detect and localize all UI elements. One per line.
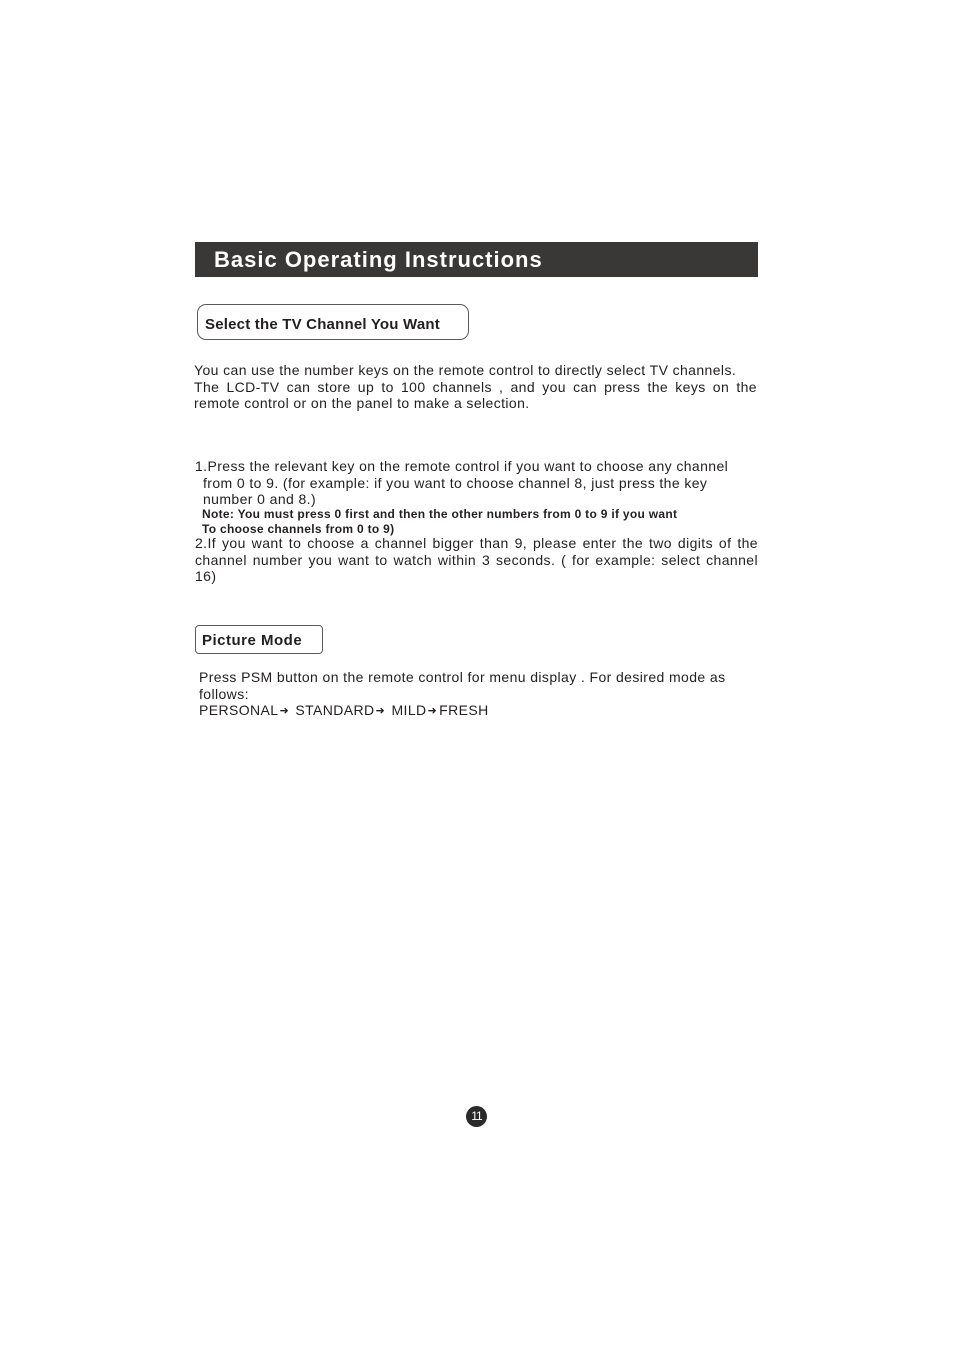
mode-personal: PERSONAL xyxy=(199,702,279,718)
note xyxy=(202,507,758,537)
picture-mode-description: Press PSM button on the remote control for menu display . For desired mode as follows: xyxy=(199,669,726,702)
right-arrow-icon: ➜ xyxy=(427,705,438,717)
section-heading-picture-mode xyxy=(195,625,323,654)
note-line-1: Note: You must press 0 first and then the other numbers from 0 to 9 if you want xyxy=(202,507,678,521)
right-arrow-icon: ➜ xyxy=(375,705,386,717)
mode-mild: MILD xyxy=(391,702,427,718)
picture-mode-sequence xyxy=(199,702,754,720)
step-2: 2.If you want to choose a channel bigger than 9, please enter the two digits of the channel number you want to watch within 3 seconds. ( for example: select channel 16) xyxy=(195,535,758,584)
mode-standard: STANDARD xyxy=(295,702,375,718)
mode-fresh: FRESH xyxy=(439,702,489,718)
step-1 xyxy=(195,458,758,508)
step-1-line-1: 1.Press the relevant key on the remote control if you want to choose any channel xyxy=(195,458,729,474)
intro-paragraph-1: You can use the number keys on the remote control to directly select TV channels. xyxy=(194,362,737,378)
intro-paragraph-2: The LCD-TV can store up to 100 channels , and you can press the keys on the remote control or on the panel to make a selection. xyxy=(194,378,757,411)
page-title: Basic Operating Instructions xyxy=(214,247,543,272)
picture-mode-text xyxy=(199,669,754,720)
section-heading-label: Picture Mode xyxy=(202,632,303,649)
step-1-line-3: number 0 and 8.) xyxy=(203,491,317,507)
note-line-2: To choose channels from 0 to 9) xyxy=(202,522,395,536)
section-heading-label: Select the TV Channel You Want xyxy=(205,316,440,333)
page-header xyxy=(195,242,758,277)
page-number-badge: 11 xyxy=(466,1106,487,1127)
section-heading-select-channel xyxy=(197,304,469,340)
step-1-line-2: from 0 to 9. (for example: if you want to choose channel 8, just press the key xyxy=(203,474,708,491)
right-arrow-icon: ➜ xyxy=(279,705,290,717)
channel-intro xyxy=(194,362,757,412)
